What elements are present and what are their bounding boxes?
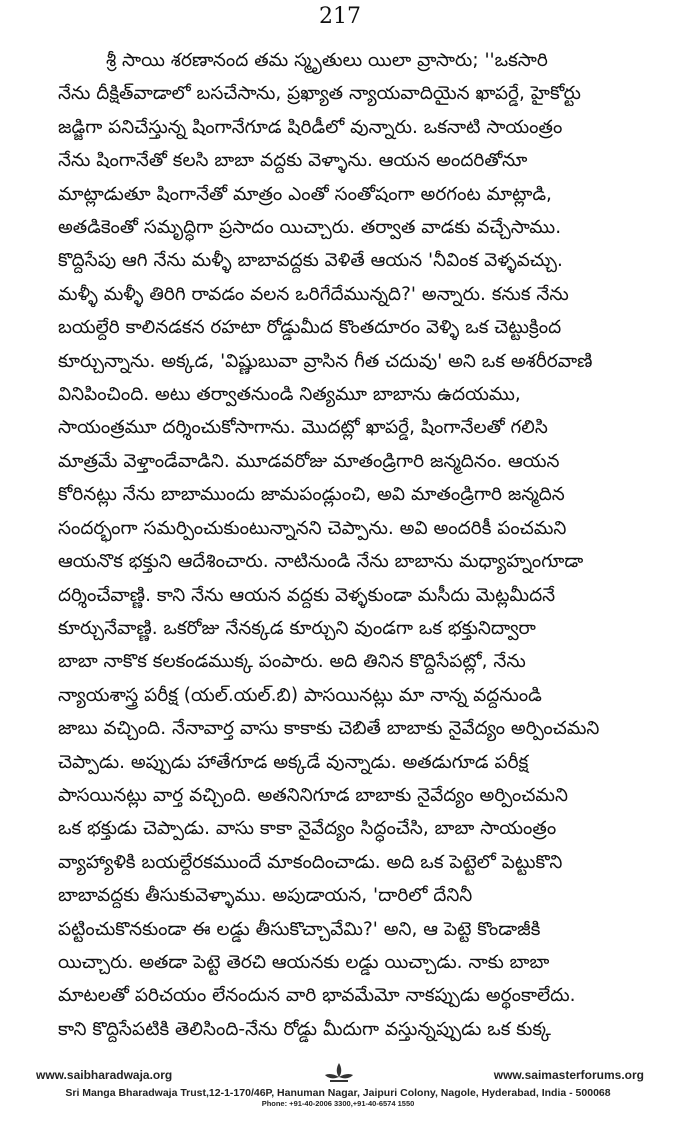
trust-phone: Phone: +91-40-2006 3300,+91-40-6574 1550 xyxy=(261,1099,415,1108)
text-line: కోరినట్లు నేను బాబాముందు జామపండ్లుంచి, అవి మాతండ్రిగారి జన్మదిన xyxy=(58,484,565,506)
text-line: వ్యాహ్యాళికి బయల్దేరకముందే మాకందించాడు. అది ఒక పెట్టెలో పెట్టుకొని xyxy=(58,851,563,873)
text-line: పట్టించుకొనకుండా ఈ లడ్డు తీసుకొచ్చావేమి?' అని, ఆ పెట్టె కొండాజీకి xyxy=(58,918,541,940)
text-line: కూర్చునేవాణ్ణి. ఒకరోజు నేనక్కడ కూర్చుని వుండగా ఒక భక్తునిద్వారా xyxy=(58,617,536,639)
text-line: మాటలతో పరిచయం లేనందున వారి భావమేమో నాకప్పుడు అర్థంకాలేదు. xyxy=(58,985,576,1007)
body-text xyxy=(58,44,640,1046)
page-footer xyxy=(28,1068,648,1108)
text-line: జాబు వచ్చింది. నేనావార్త వాసు కాకాకు చెబితే బాబాకు నైవేద్యం అర్పించమని xyxy=(58,718,600,740)
text-line: బయల్దేరి కాలినడకన రహటా రోడ్డుమీద కొంతదూరం వెళ్ళి ఒక చెట్టుక్రింద xyxy=(58,317,562,339)
text-line: కాని కొద్దిసేపటికి తెలిసింది-నేను రోడ్డు మీదుగా వస్తున్నప్పుడు ఒక కుక్క xyxy=(58,1018,551,1040)
text-line: ఒక భక్తుడు చెప్పాడు. వాసు కాకా నైవేద్యం సిద్ధంచేసి, బాబా సాయంత్రం xyxy=(58,818,557,840)
trust-address: Sri Manga Bharadwaja Trust,12-1-170/46P, Hanuman Nagar, Jaipuri Colony, Nagole, Hyderabad, India - 500068 xyxy=(65,1087,611,1099)
website-link-saimasterforums[interactable]: www.saimasterforums.org xyxy=(493,1068,644,1082)
text-line: మాత్రమే వెళ్తాండేవాడిని. మూడవరోజు మాతండ్రిగారి జన్మదినం. ఆయన xyxy=(58,450,560,472)
lotus-logo-icon xyxy=(324,1062,354,1084)
text-line: న్యాయశాస్త్ర పరీక్ష (యల్.యల్.బి) పాసయినట్లు మా నాన్న వద్దనుండి xyxy=(58,684,542,706)
text-line: జడ్జిగా పనిచేస్తున్న షింగానేగూడ షిరిడీలో వున్నారు. ఒకనాటి సాయంత్రం xyxy=(58,116,563,138)
website-link-saibharadwaja[interactable]: www.saibharadwaja.org xyxy=(36,1068,173,1082)
text-line: నేను షింగానేతో కలసి బాబా వద్దకు వెళ్ళాను. ఆయన అందరితోనూ xyxy=(58,150,528,172)
text-line: దర్శించేవాణ్ణి. కాని నేను ఆయన వద్దకు వెళ్ళకుండా మసీదు మెట్లమీదనే xyxy=(58,584,556,606)
text-line: వినిపించింది. అటు తర్వాతనుండి నిత్యమూ బాబాను ఉదయము, xyxy=(58,384,521,406)
text-line: ఆయనొక భక్తుని ఆదేశించారు. నాటినుండి నేను బాబాను మధ్యాహ్నంగూడా xyxy=(58,551,584,573)
text-line: కూర్చున్నాను. అక్కడ, 'విష్ణుబువా వ్రాసిన గీత చదువు' అని ఒక అశరీరవాణి xyxy=(58,350,593,372)
text-line: సాయంత్రమూ దర్శించుకోసాగాను. మొదట్లో ఖాపర్డే, షింగానేలతో గలిసి xyxy=(58,417,548,439)
text-line: పాసయినట్లు వార్త వచ్చింది. అతనినిగూడ బాబాకు నైవేద్యం అర్పించమని xyxy=(58,784,568,806)
text-line: మాట్లాడుతూ షింగానేతో మాత్రం ఎంతో సంతోషంగా అరగంట మాట్లాడి, xyxy=(58,183,552,205)
text-line: కొద్దిసేపు ఆగి నేను మళ్ళీ బాబావద్దకు వెళితే ఆయన 'నీవింక వెళ్ళవచ్చు. xyxy=(58,250,563,272)
text-line: శ్రీ సాయి శరణానంద తమ స్మృతులు యిలా వ్రాసారు; ''ఒకసారి xyxy=(106,50,548,71)
text-line: అతడికెంతో సమృద్ధిగా ప్రసాదం యిచ్చారు. తర్వాత వాడకు వచ్చేసాము. xyxy=(58,217,562,239)
text-line: నేను దీక్షిత్‌వాడాలో బసచేసాను, ప్రఖ్యాత న్యాయవాదియైన ఖాపర్డే, హైకోర్టు xyxy=(58,83,581,105)
text-line: బాబా నాకొక కలకండముక్క పంపారు. అది తినిన కొద్దిసేపట్లో, నేను xyxy=(58,651,526,673)
text-line: బాబావద్దకు తీసుకువెళ్ళాము. అపుడాయన, 'దారిలో దేనినీ xyxy=(58,885,473,907)
text-line: యిచ్చారు. అతడా పెట్టె తెరచి ఆయనకు లడ్డు యిచ్చాడు. నాకు బాబా xyxy=(58,951,550,973)
text-line: సందర్భంగా సమర్పించుకుంటున్నానని చెప్పాను. అవి అందరికీ పంచమని xyxy=(58,517,567,539)
text-line: మళ్ళీ మళ్ళీ తిరిగి రావడం వలన ఒరిగేదేమున్నది?' అన్నారు. కనుక నేను xyxy=(58,283,569,305)
text-line: చెప్పాడు. అప్పుడు హాతేగూడ అక్కడే వున్నాడు. అతడుగూడ పరీక్ష xyxy=(58,751,529,773)
page-number: 217 xyxy=(319,4,361,29)
